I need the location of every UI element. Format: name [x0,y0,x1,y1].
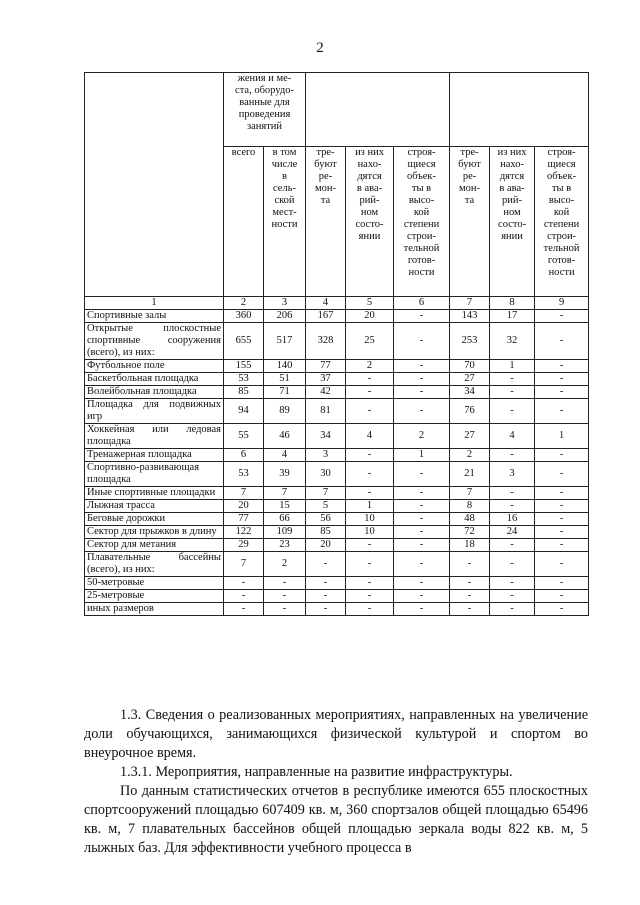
value-cell: - [535,577,589,590]
value-cell: 3 [490,462,535,487]
value-cell: 34 [306,424,346,449]
facility-name-cell: Сектор для прыжков в длину [85,526,224,539]
value-cell: 46 [264,424,306,449]
value-cell: - [394,386,450,399]
subheader-cell: строя- щиеся объек- ты в высо- кой степени строи- тельной готов- ности [394,147,450,297]
value-cell: - [264,603,306,616]
value-cell: - [394,399,450,424]
value-cell: - [346,603,394,616]
value-cell: 70 [450,360,490,373]
value-cell: - [490,373,535,386]
facility-name-cell: Беговые дорожки [85,513,224,526]
value-cell: 517 [264,323,306,360]
column-number-cell: 8 [490,297,535,310]
value-cell: 77 [306,360,346,373]
value-cell: - [490,449,535,462]
value-cell: - [306,577,346,590]
table-row [85,526,589,539]
value-cell: - [346,577,394,590]
value-cell: - [346,399,394,424]
value-cell: 77 [224,513,264,526]
value-cell: - [394,526,450,539]
value-cell: 7 [224,487,264,500]
column-number-row [85,297,589,310]
table-row [85,462,589,487]
table-row [85,386,589,399]
value-cell: 10 [346,513,394,526]
value-cell: - [535,323,589,360]
column-number-cell: 9 [535,297,589,310]
table-row [85,539,589,552]
column-number-cell: 2 [224,297,264,310]
value-cell: - [346,386,394,399]
value-cell: 27 [450,373,490,386]
table-row [85,487,589,500]
value-cell: 18 [450,539,490,552]
value-cell: 167 [306,310,346,323]
value-cell: 16 [490,513,535,526]
value-cell: - [394,323,450,360]
value-cell: 1 [394,449,450,462]
value-cell: 7 [224,552,264,577]
value-cell: - [490,603,535,616]
value-cell: - [535,373,589,386]
header-places-desc: жения и ме- ста, оборудо- ванные для проведения занятий [224,73,306,147]
column-number-cell: 6 [394,297,450,310]
value-cell: - [535,526,589,539]
table-row [85,310,589,323]
facility-name-cell: Баскетбольная площадка [85,373,224,386]
value-cell: 2 [264,552,306,577]
value-cell: 2 [394,424,450,449]
subheader-cell: строя- щиеся объек- ты в высо- кой степени строи- тельной готов- ности [535,147,589,297]
value-cell: 56 [306,513,346,526]
value-cell: - [394,603,450,616]
value-cell: 206 [264,310,306,323]
value-cell: - [224,590,264,603]
column-number-cell: 3 [264,297,306,310]
value-cell: - [346,590,394,603]
value-cell: - [306,552,346,577]
value-cell: - [346,539,394,552]
value-cell: - [490,500,535,513]
value-cell: - [535,449,589,462]
value-cell: - [490,386,535,399]
table-row [85,513,589,526]
value-cell: - [535,590,589,603]
value-cell: 76 [450,399,490,424]
column-number-cell: 5 [346,297,394,310]
value-cell: - [535,399,589,424]
facility-name-cell: Волейбольная площадка [85,386,224,399]
subheader-cell: всего [224,147,264,297]
facility-name-cell: Площадка для подвижных игр [85,399,224,424]
value-cell: 6 [224,449,264,462]
value-cell: 32 [490,323,535,360]
facility-name-cell: Плавательные бассейны (всего), из них: [85,552,224,577]
sports-facilities-table [84,72,589,616]
value-cell: - [346,449,394,462]
value-cell: - [306,590,346,603]
value-cell: 89 [264,399,306,424]
value-cell: - [264,577,306,590]
facility-name-cell: Хоккейная или ледовая площадка [85,424,224,449]
value-cell: 7 [306,487,346,500]
value-cell: 253 [450,323,490,360]
value-cell: - [306,603,346,616]
value-cell: 24 [490,526,535,539]
value-cell: 55 [224,424,264,449]
value-cell: 328 [306,323,346,360]
value-cell: - [394,539,450,552]
facility-name-cell: 25-метровые [85,590,224,603]
page-number: 2 [316,40,324,56]
header-name-cell [85,73,224,297]
value-cell: 81 [306,399,346,424]
value-cell: - [346,552,394,577]
value-cell: - [490,487,535,500]
section-heading-1-3: 1.3. Сведения о реализованных мероприятиях, направленных на увеличение доли обучающихся, занимающихся физической культурой и спортом во внеурочное время. [84,707,588,761]
value-cell: 72 [450,526,490,539]
value-cell: - [346,487,394,500]
value-cell: 23 [264,539,306,552]
value-cell: 85 [306,526,346,539]
value-cell: 21 [450,462,490,487]
value-cell: - [224,603,264,616]
value-cell: 155 [224,360,264,373]
facility-name-cell: 50-метровые [85,577,224,590]
value-cell: - [490,590,535,603]
value-cell: 122 [224,526,264,539]
body-text [84,706,588,858]
header-group-b [450,73,589,147]
value-cell: 29 [224,539,264,552]
value-cell: - [450,552,490,577]
table-body [85,73,589,616]
value-cell: 8 [450,500,490,513]
value-cell: - [490,399,535,424]
value-cell: 1 [490,360,535,373]
value-cell: 143 [450,310,490,323]
value-cell: 655 [224,323,264,360]
value-cell: 20 [306,539,346,552]
value-cell: - [535,603,589,616]
value-cell: 1 [346,500,394,513]
value-cell: 4 [346,424,394,449]
table-row [85,424,589,449]
table-row [85,500,589,513]
value-cell: - [535,552,589,577]
value-cell: 51 [264,373,306,386]
value-cell: 5 [306,500,346,513]
value-cell: 4 [490,424,535,449]
value-cell: 3 [306,449,346,462]
facility-name-cell: Спортивные залы [85,310,224,323]
value-cell: - [535,386,589,399]
value-cell: - [394,590,450,603]
value-cell: - [394,462,450,487]
value-cell: - [535,462,589,487]
value-cell: 2 [346,360,394,373]
value-cell: 85 [224,386,264,399]
value-cell: 48 [450,513,490,526]
facility-name-cell: Сектор для метания [85,539,224,552]
value-cell: - [394,487,450,500]
section-heading-1-3-1: 1.3.1. Мероприятия, направленные на развитие инфраструктуры. [120,764,513,780]
subheader-cell: тре- буют ре- мон- та [450,147,490,297]
value-cell: 2 [450,449,490,462]
value-cell: 4 [264,449,306,462]
column-number-cell: 7 [450,297,490,310]
value-cell: 42 [306,386,346,399]
value-cell: - [346,462,394,487]
value-cell: - [490,552,535,577]
facility-name-cell: иных размеров [85,603,224,616]
subheader-cell: из них нахо- дятся в ава- рий- ном состо- янии [346,147,394,297]
value-cell: 53 [224,462,264,487]
value-cell: - [394,577,450,590]
subheader-cell: в том числе в сель- ской мест- ности [264,147,306,297]
header-group-a [306,73,450,147]
table-row [85,360,589,373]
value-cell: 37 [306,373,346,386]
header-row-top [85,73,589,147]
value-cell: - [450,590,490,603]
value-cell: 25 [346,323,394,360]
value-cell: 10 [346,526,394,539]
value-cell: 360 [224,310,264,323]
value-cell: 30 [306,462,346,487]
statistics-paragraph: По данным статистических отчетов в республике имеются 655 плоскостных спортсооружений площадью 607409 кв. м, 360 спортзалов общей площадью 65496 кв. м, 7 плавательных бассейнов общей площадью зеркала воды 822 кв. м, 5 лыжных баз. Для эффективности учебного процесса в [84,783,588,856]
value-cell: - [535,487,589,500]
value-cell: 17 [490,310,535,323]
value-cell: - [394,513,450,526]
value-cell: 53 [224,373,264,386]
value-cell: 34 [450,386,490,399]
value-cell: - [394,360,450,373]
value-cell: 39 [264,462,306,487]
facility-name-cell: Футбольное поле [85,360,224,373]
value-cell: - [450,603,490,616]
value-cell: - [535,360,589,373]
table-row [85,552,589,577]
value-cell: 109 [264,526,306,539]
value-cell: - [490,577,535,590]
facility-name-cell: Спортивно-развивающая площадка [85,462,224,487]
column-number-cell: 1 [85,297,224,310]
value-cell: 66 [264,513,306,526]
subheader-cell: тре- буют ре- мон- та [306,147,346,297]
value-cell: - [394,500,450,513]
value-cell: 27 [450,424,490,449]
value-cell: 15 [264,500,306,513]
value-cell: - [490,539,535,552]
facility-name-cell: Иные спортивные площадки [85,487,224,500]
table-row [85,577,589,590]
table-row [85,603,589,616]
facility-name-cell: Лыжная трасса [85,500,224,513]
value-cell: 71 [264,386,306,399]
table-row [85,399,589,424]
value-cell: 1 [535,424,589,449]
value-cell: 20 [224,500,264,513]
table-row [85,590,589,603]
table-row [85,449,589,462]
value-cell: - [394,552,450,577]
subheader-cell: из них нахо- дятся в ава- рий- ном состо- янии [490,147,535,297]
value-cell: - [394,310,450,323]
value-cell: - [346,373,394,386]
value-cell: - [535,500,589,513]
value-cell: - [535,310,589,323]
value-cell: 20 [346,310,394,323]
facility-name-cell: Тренажерная площадка [85,449,224,462]
value-cell: - [535,539,589,552]
value-cell: - [264,590,306,603]
value-cell: - [450,577,490,590]
value-cell: 94 [224,399,264,424]
table-row [85,323,589,360]
value-cell: - [394,373,450,386]
value-cell: - [224,577,264,590]
facility-name-cell: Открытые плоскостные спортивные сооружения (всего), из них: [85,323,224,360]
value-cell: 7 [450,487,490,500]
value-cell: 140 [264,360,306,373]
value-cell: 7 [264,487,306,500]
column-number-cell: 4 [306,297,346,310]
table-row [85,373,589,386]
value-cell: - [535,513,589,526]
